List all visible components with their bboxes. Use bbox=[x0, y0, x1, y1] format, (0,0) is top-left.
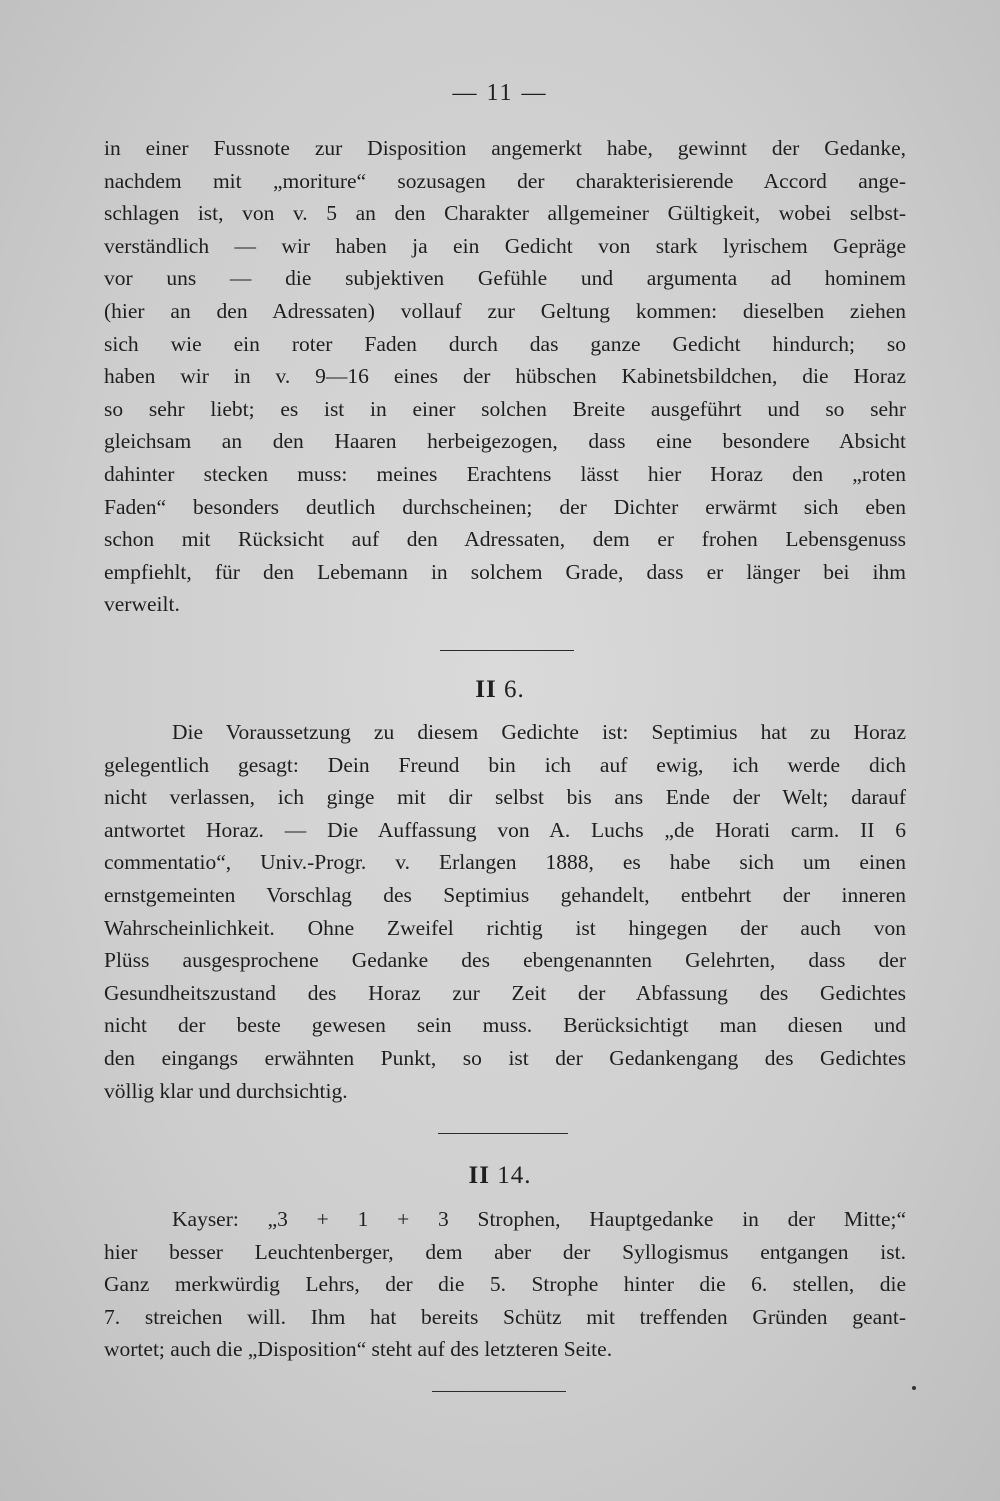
text-line: gelegentlich gesagt: Dein Freund bin ich auf ewig, ich werde dich bbox=[104, 752, 906, 777]
text-line: den eingangs erwähnten Punkt, so ist der Gedankengang des Gedichtes bbox=[104, 1045, 906, 1070]
text-line: vor uns — die subjektiven Gefühle und argumenta ad hominem bbox=[104, 266, 906, 291]
section-divider bbox=[432, 1391, 566, 1392]
text-line: wortet; auch die „Disposition“ steht auf des letzteren Seite. bbox=[104, 1337, 613, 1362]
section-heading-ii-6 bbox=[0, 676, 1000, 704]
text-line: gleichsam an den Haaren herbeigezogen, dass eine besondere Absicht bbox=[104, 429, 906, 454]
text-line: so sehr liebt; es ist in einer solchen Breite ausgeführt und so sehr bbox=[104, 396, 906, 421]
text-line: nicht der beste gewesen sein muss. Berücksichtigt man diesen und bbox=[104, 1013, 906, 1038]
text-line: 7. streichen will. Ihm hat bereits Schütz mit treffenden Gründen geant- bbox=[104, 1304, 906, 1329]
text-line: in einer Fussnote zur Disposition angemerkt habe, gewinnt der Gedanke, bbox=[104, 136, 906, 160]
text-line: nachdem mit „moriture“ sozusagen der charakterisierende Accord ange- bbox=[104, 168, 906, 193]
heading-number: 6. bbox=[503, 676, 525, 703]
text-line: verständlich — wir haben ja ein Gedicht von stark lyrischem Gepräge bbox=[104, 233, 906, 258]
text-line: Plüss ausgesprochene Gedanke des ebengenannten Gelehrten, dass der bbox=[104, 948, 906, 973]
text-line: ernstgemeinten Vorschlag des Septimius gehandelt, entbehrt der inneren bbox=[104, 882, 906, 907]
text-line: Wahrscheinlichkeit. Ohne Zweifel richtig ist hingegen der auch von bbox=[104, 915, 906, 940]
text-line: verweilt. bbox=[104, 592, 180, 617]
text-line: dahinter stecken muss: meines Erachtens lässt hier Horaz den „roten bbox=[104, 461, 906, 486]
heading-number: 14. bbox=[497, 1162, 532, 1189]
text-line: Gesundheitszustand des Horaz zur Zeit der Abfassung des Gedichtes bbox=[104, 980, 906, 1005]
paragraph-ii-6 bbox=[104, 716, 906, 1107]
text-line: Die Voraussetzung zu diesem Gedichte ist: Septimius hat zu Horaz bbox=[172, 720, 906, 744]
text-line: commentatio“, Univ.-Progr. v. Erlangen 1888, es habe sich um einen bbox=[104, 850, 906, 875]
text-line: (hier an den Adressaten) vollauf zur Geltung kommen: dieselben ziehen bbox=[104, 298, 906, 323]
text-line: haben wir in v. 9—16 eines der hübschen Kabinetsbildchen, die Horaz bbox=[104, 364, 906, 389]
paragraph-ii-14 bbox=[104, 1203, 906, 1366]
section-heading-ii-14 bbox=[0, 1162, 1000, 1190]
section-divider bbox=[438, 1133, 568, 1134]
ink-speck bbox=[912, 1386, 916, 1390]
paragraph-continuation bbox=[104, 132, 906, 621]
text-line: empfiehlt, für den Lebemann in solchem Grade, dass er länger bei ihm bbox=[104, 559, 906, 584]
heading-roman: II bbox=[475, 676, 497, 703]
text-line: antwortet Horaz. — Die Auffassung von A. Luchs „de Horati carm. II 6 bbox=[104, 817, 906, 842]
text-line: schon mit Rücksicht auf den Adressaten, dem er frohen Lebensgenuss bbox=[104, 527, 906, 552]
text-line: Kayser: „3 + 1 + 3 Strophen, Hauptgedanke in der Mitte;“ bbox=[172, 1207, 906, 1231]
text-line: nicht verlassen, ich ginge mit dir selbst bis ans Ende der Welt; darauf bbox=[104, 785, 906, 810]
section-divider bbox=[440, 650, 574, 651]
text-line: hier besser Leuchtenberger, dem aber der Syllogismus entgangen ist. bbox=[104, 1239, 906, 1264]
page-number: — 11 — bbox=[452, 80, 548, 106]
heading-roman: II bbox=[468, 1162, 490, 1189]
text-line: sich wie ein roter Faden durch das ganze Gedicht hindurch; so bbox=[104, 331, 906, 356]
text-line: völlig klar und durchsichtig. bbox=[104, 1078, 348, 1103]
text-line: Faden“ besonders deutlich durchscheinen; der Dichter erwärmt sich eben bbox=[104, 494, 906, 519]
text-line: schlagen ist, von v. 5 an den Charakter allgemeiner Gültigkeit, wobei selbst- bbox=[104, 201, 906, 226]
text-line: Ganz merkwürdig Lehrs, der die 5. Strophe hinter die 6. stellen, die bbox=[104, 1272, 906, 1297]
